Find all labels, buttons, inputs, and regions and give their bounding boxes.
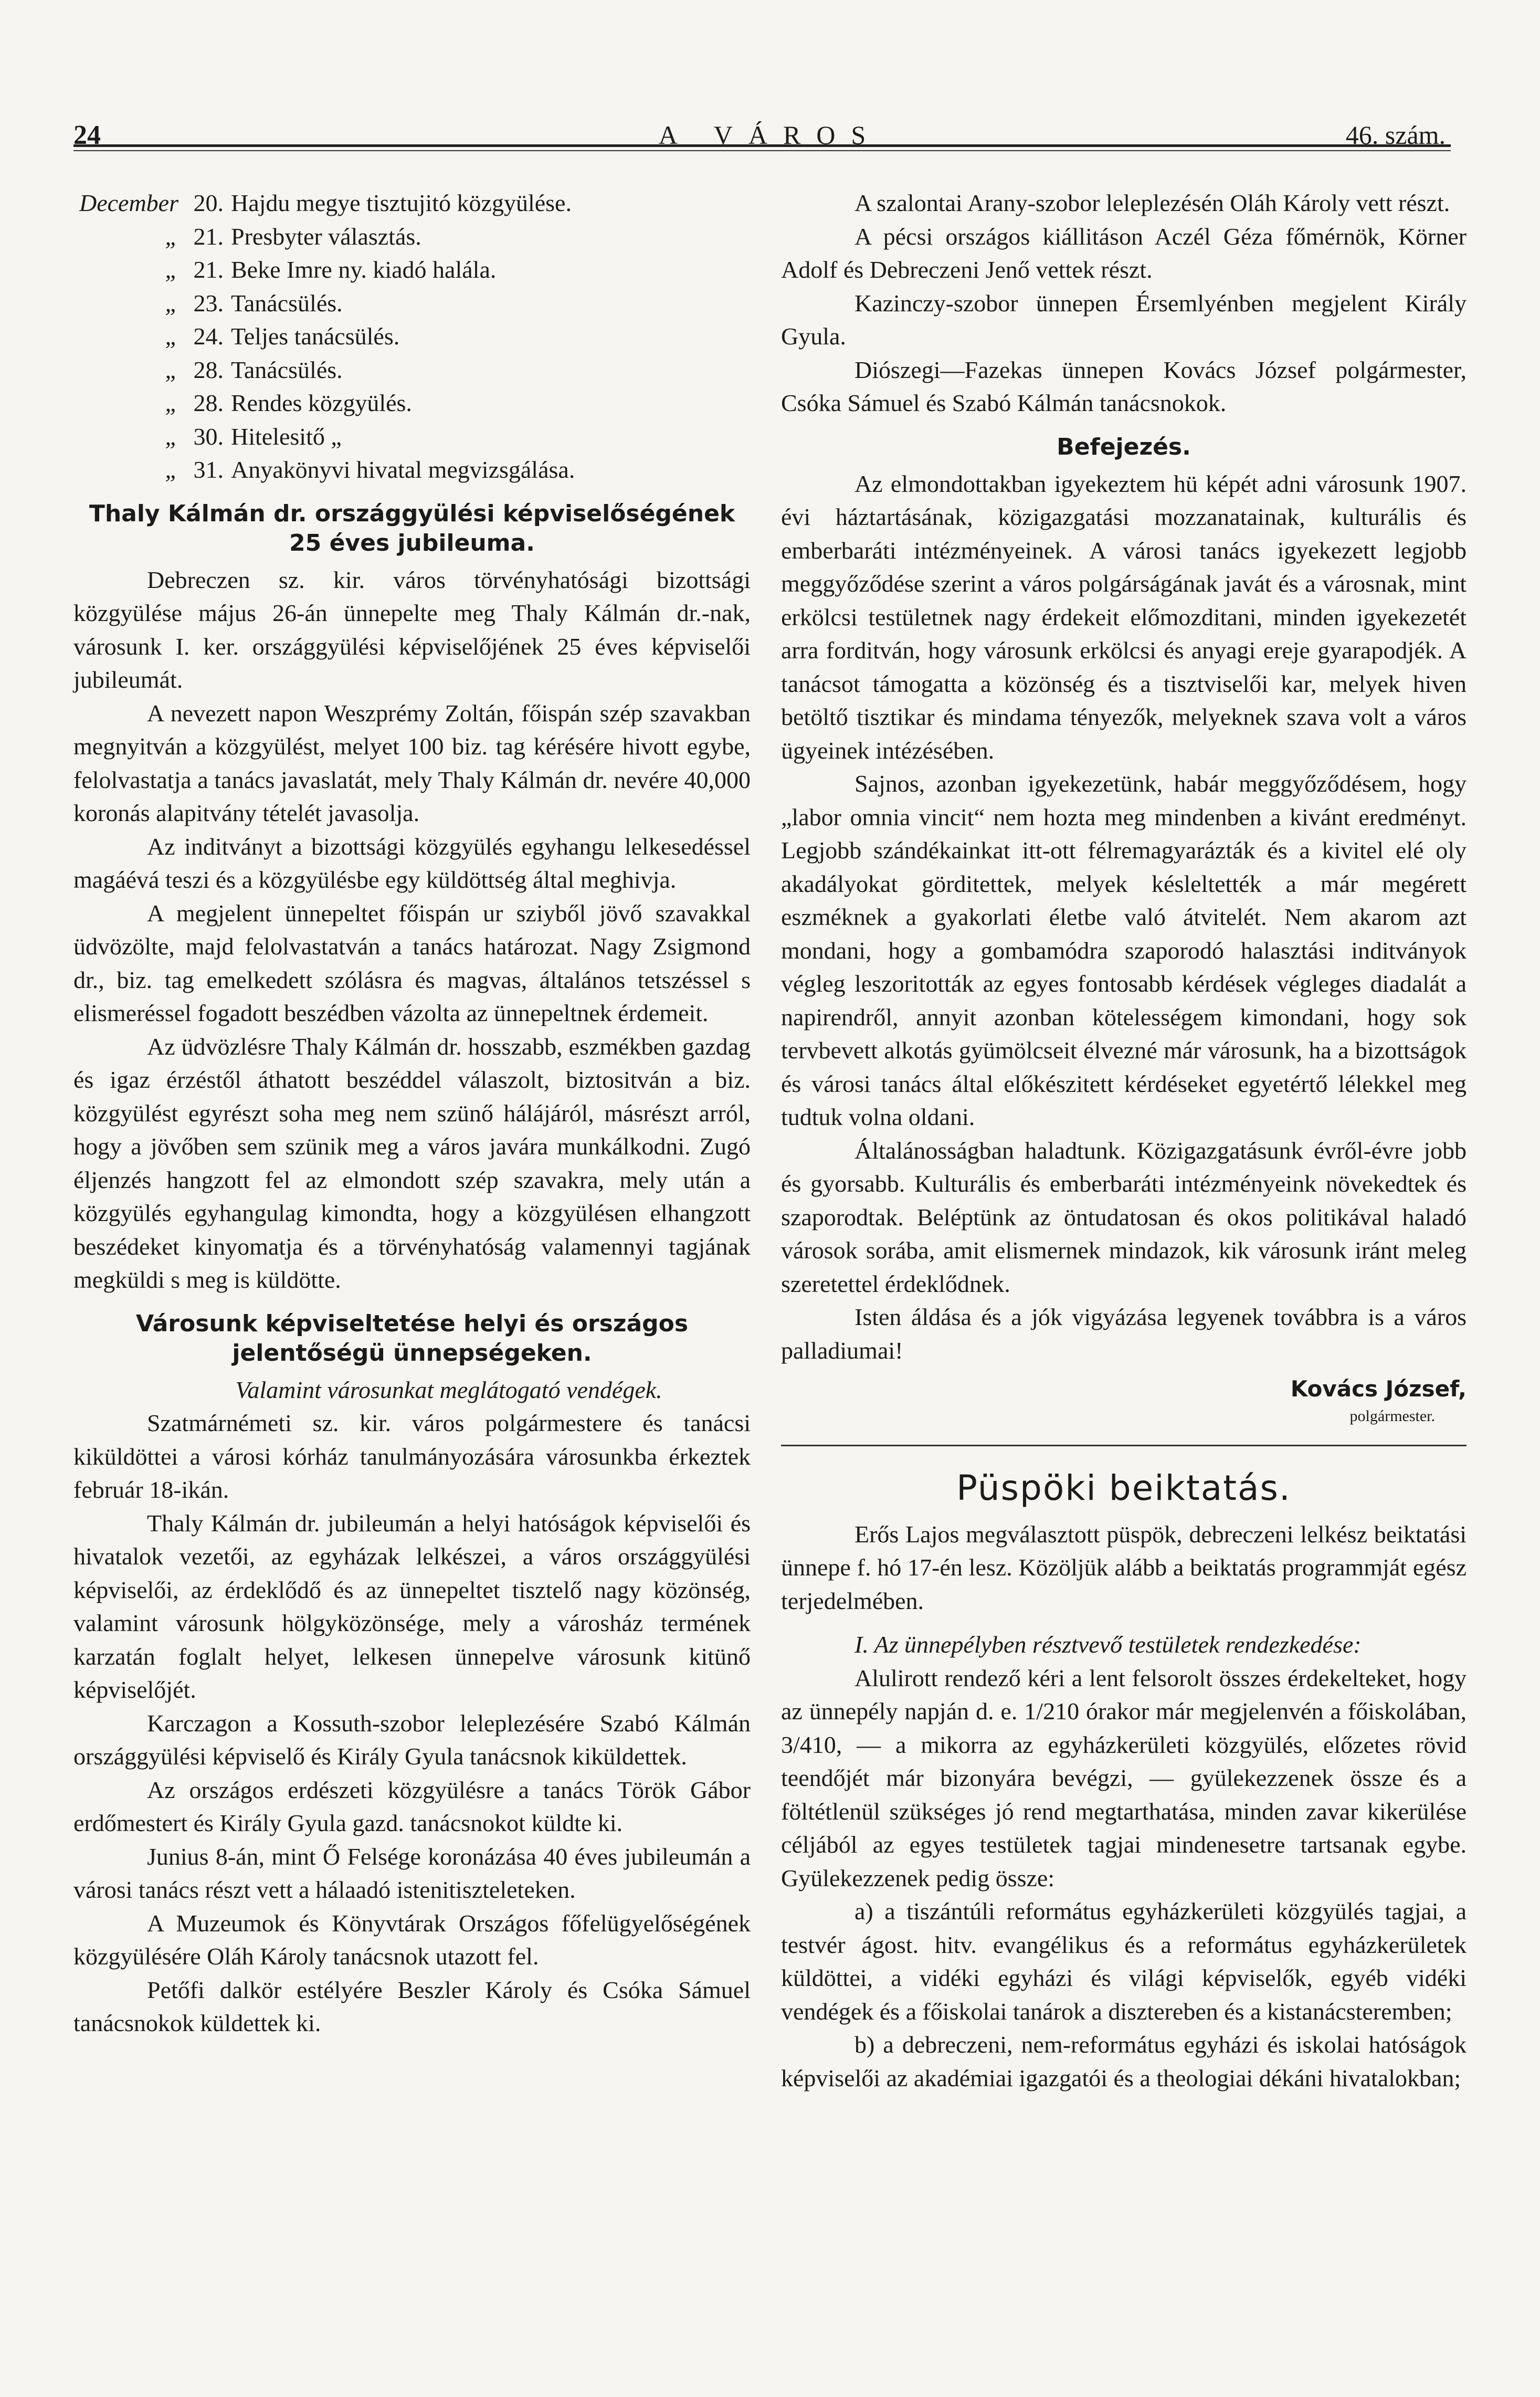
thaly-paragraph: Az inditványt a bizottsági közgyülés egyhangu lelkesedéssel magáévá teszi és a közgyülésbe egy küldöttség által meghivja. xyxy=(73,833,751,893)
issue-number: 46. szám. xyxy=(1345,120,1446,150)
section-divider xyxy=(781,1445,1467,1446)
section-paragraph: a) a tiszántúli református egyházkerületi közgyülés tagjai, a testvér ágost. hitv. evangélikus és a református egyházkerületek küldöttei, a vidéki egyházi és világi képviselők, egyéb vidéki vendégek és a főiskolai tanárok a disztereben és a kistanácsteremben; xyxy=(781,1898,1467,2025)
event-paragraph: A pécsi országos kiállitáson Aczél Géza főmérnök, Körner Adolf és Debreczeni Jenő vettek részt. xyxy=(781,223,1467,283)
signature-role: polgármester. xyxy=(1349,1407,1435,1425)
header-rule-thin xyxy=(73,150,1451,151)
representation-paragraph: Az országos erdészeti közgyülésre a tanács Török Gábor erdőmestert és Király Gyula gazd. tanácsnokot küldte ki. xyxy=(73,1776,751,1836)
header-rule xyxy=(73,144,1451,147)
calendar-row xyxy=(73,220,751,254)
calendar-day: 20. xyxy=(193,190,224,216)
calendar-month: „ xyxy=(165,289,178,317)
calendar-month: December xyxy=(79,190,178,216)
calendar-month: „ xyxy=(165,456,178,483)
calendar-text: Teljes tanácsülés. xyxy=(231,323,400,350)
conclusion-heading: Befejezés. xyxy=(1057,433,1191,460)
event-paragraph: Kazinczy-szobor ünnepen Érsemlyénben megjelent Király Gyula. xyxy=(781,289,1467,350)
calendar-day: 24. xyxy=(193,323,224,350)
calendar-day: 21. xyxy=(193,223,224,250)
calendar-month: „ xyxy=(165,423,178,450)
calendar-month: „ xyxy=(165,390,178,416)
calendar-row xyxy=(73,420,751,454)
calendar-row xyxy=(73,353,751,387)
bishop-paragraph: Erős Lajos megválasztott püspök, debreczeni lelkész beiktatási ünnepe f. hó 17-én lesz. Közöljük alább a beiktatás programmját egész terjedelmében. xyxy=(781,1520,1467,1614)
calendar-text: Presbyter választás. xyxy=(231,223,421,250)
representation-heading: Városunk képviseltetése helyi és országos jelentőségü ünnepségeken. xyxy=(135,1310,689,1366)
representation-paragraph: A Muzeumok és Könyvtárak Országos főfelügyelőségének közgyülésére Oláh Károly tanácsnok utazott fel. xyxy=(73,1909,751,1970)
calendar-text: Hajdu megye tisztujitó közgyülése. xyxy=(231,190,572,216)
event-paragraph: Diószegi—Fazekas ünnepen Kovács József polgármester, Csóka Sámuel és Szabó Kálmán tanácsnokok. xyxy=(781,356,1467,416)
representation-paragraph: Karczagon a Kossuth-szobor leleplezésére Szabó Kálmán országgyülési képviselő és Király Gyula tanácsnok kiküldettek. xyxy=(73,1709,751,1770)
calendar-row xyxy=(73,253,751,287)
calendar-row xyxy=(73,386,751,420)
calendar-text: Rendes közgyülés. xyxy=(231,390,412,416)
calendar-text: Tanácsülés. xyxy=(231,289,343,317)
journal-title: A VÁROS xyxy=(658,120,882,150)
calendar-month: „ xyxy=(165,256,178,283)
calendar-text: Hitelesitő „ xyxy=(231,423,342,450)
thaly-paragraph: A nevezett napon Weszprémy Zoltán, főispán szép szavakban megnyitván a közgyülést, melyet 100 biz. tag kérésére hivott egybe, felolvastatja a tanács javaslatát, mely Thaly Kálmán dr. nevére 40,000 koronás alapitvány tételét javasolja. xyxy=(73,699,751,826)
calendar-row xyxy=(73,287,751,320)
conclusion-paragraph: Sajnos, azonban igyekezetünk, habár meggyőződésem, hogy „labor omnia vincit“ nem hozta meg mindenben a kivánt eredményt. Legjobb szándékainkat itt-ott félremagyarázták és a kivitel elé oly akadályokat görditettek, melyek késleltették a már megérett eszméknek a gyakorlati életbe való átvitelét. Nem akarom azt mondani, hogy a gombamódra szaporodó halasztási inditványok végleg leszoritották az egyes fontosabb kérdések végleges diadalát a napirendről, annyit azonban kötelességem kimondani, hogy sok tervbevett alkotás gyümölcseit élvezné már városunk, ha a bizottságok és városi tanács által előkészitett kérdéseket egyetértő lélekkel meg tudtuk volna oldani. xyxy=(781,770,1467,1130)
conclusion-paragraph: Isten áldása és a jók vigyázása legyenek továbbra is a város palladiumai! xyxy=(781,1303,1467,1364)
calendar-month: „ xyxy=(165,223,178,250)
section-label: I. Az ünnepélyben résztvevő testületek rendezkedése: xyxy=(855,1631,1362,1658)
thaly-heading: Thaly Kálmán dr. országgyülési képviselőségének 25 éves jubileuma. xyxy=(89,500,735,556)
conclusion-paragraph: Általánosságban haladtunk. Közigazgatásunk évről-évre jobb és gyorsabb. Kulturális és emberbaráti intézményeink növekedtek és szaporodtak. Beléptünk az öntudatosan és okos politikával haladó városok sorába, amit elismernek mindazok, kik városunk iránt meleg szeretettel érdeklődnek. xyxy=(781,1137,1467,1297)
calendar-text: Tanácsülés. xyxy=(231,356,343,383)
calendar-row xyxy=(73,186,751,220)
thaly-paragraph: Debreczen sz. kir. város törvényhatósági bizottsági közgyülése május 26-án ünnepelte meg Thaly Kálmán dr.-nak, városunk I. ker. országgyülési képviselőjének 25 éves képviselői jubileumát. xyxy=(73,566,751,693)
representation-paragraph: Thaly Kálmán dr. jubileumán a helyi hatóságok képviselői és hivatalok vezetői, az egyházak lelkészei, a város országgyülési képviselői, az érdeklődő és az ünnepeltet tisztelő nagy közönség, valamint városunk hölgyközönsége, mely a városház termének karzatán foglalt helyet, lelkesen ünnepelve városunk kitünő képviselőjét. xyxy=(73,1509,751,1703)
calendar-row xyxy=(73,320,751,353)
representation-paragraph: Junius 8-án, mint Ő Felsége koronázása 40 éves jubileumán a városi tanács részt vett a hálaadó istenitiszteleteken. xyxy=(73,1843,751,1903)
calendar-text: Anyakönyvi hivatal megvizsgálása. xyxy=(231,456,575,483)
calendar-day: 28. xyxy=(193,356,224,383)
bishop-title: Püspöki beiktatás. xyxy=(956,1467,1291,1508)
left-column xyxy=(73,186,751,2040)
calendar-day: 31. xyxy=(193,456,224,483)
calendar-row xyxy=(73,453,751,487)
calendar-day: 30. xyxy=(193,423,224,450)
calendar-text: Beke Imre ny. kiadó halála. xyxy=(231,256,497,283)
event-paragraph: A szalontai Arany-szobor leleplezésén Oláh Károly vett részt. xyxy=(855,190,1450,216)
representation-paragraph: Petőfi dalkör estélyére Beszler Károly és Csóka Sámuel tanácsnokok küldettek ki. xyxy=(73,1976,751,2036)
calendar-list xyxy=(73,186,751,487)
representation-paragraph: Szatmárnémeti sz. kir. város polgármestere és tanácsi kiküldöttei a városi kórház tanulmányozására városunkba érkeztek február 18-ikán. xyxy=(73,1410,751,1503)
thaly-paragraph: A megjelent ünnepeltet főispán ur sziyből jövő szavakkal üdvözölte, majd felolvastatván a tanács határozat. Nagy Zsigmond dr., biz. tag emelkedett szólásra és magvas, általános tetszéssel s elismeréssel fogadott beszédben vázolta az ünnepeltnek érdemeit. xyxy=(73,899,751,1026)
thaly-paragraph: Az üdvözlésre Thaly Kálmán dr. hosszabb, eszmékben gazdag és igaz érzéstől áthatott beszéddel válaszolt, biztositván a biz. közgyülést egyrészt soha meg nem szünő hálájáról, másrészt arról, hogy a jövőben sem szünik meg a város javára munkálkodni. Zugó éljenzés hangzott fel az elmondott szép szavakra, mely után a közgyülés egyhangulag kimondta, hogy a közgyülésen elhangzott beszédeket kinyomatja és a törvényhatóság valamennyi tagjának megküldi s meg is küldötte. xyxy=(73,1033,751,1293)
calendar-day: 23. xyxy=(193,289,224,317)
representation-subheading: Valamint városunkat meglátogató vendégek. xyxy=(235,1376,662,1403)
calendar-day: 21. xyxy=(193,256,224,283)
calendar-day: 28. xyxy=(193,390,224,416)
signature-name: Kovács József, xyxy=(1290,1376,1467,1402)
calendar-month: „ xyxy=(165,356,178,383)
section-paragraph: b) a debreczeni, nem-református egyházi és iskolai hatóságok képviselői az akadémiai igazgatói és a theologiai dékáni hivatalokban; xyxy=(781,2031,1467,2091)
right-column xyxy=(781,186,1467,2095)
page-number: 24 xyxy=(73,120,101,150)
calendar-month: „ xyxy=(165,323,178,350)
conclusion-paragraph: Az elmondottakban igyekeztem hü képét adni városunk 1907. évi háztartásának, közigazgatási mozzanatainak, kulturális és emberbaráti intézményeinek. A városi tanács igyekezett legjobb meggyőződése szerint a város polgárságának javát és a városnak, mint erkölcsi testületnek nagy érdekeit előmozditani, minden igyekezetét arra forditván, hogy városunk erkölcsi és anyagi ereje gyarapodjék. A tanácsot támogatta a közönség és a tisztviselői kar, melyek hiven betöltő tisztikar és mindama tényezők, melyeknek szava volt a város ügyeinek intézésében. xyxy=(781,470,1467,764)
section-paragraph: Alulirott rendező kéri a lent felsorolt összes érdekelteket, hogy az ünnepély napján d. e. 1/210 órakor már megjelenvén a főiskolában, 3/410, — a mikorra az egyházkerületi közgyülés, előzetes rövid teendőjét már bizonyára bevégzi, — gyülekezzenek össze és a föltétlenül szükséges jó rend megtarthatása, minden zavar kikerülése céljából az egyes testületek tagjai mindenesetre tartsanak egybe. Gyülekezzenek pedig össze: xyxy=(781,1664,1467,1891)
